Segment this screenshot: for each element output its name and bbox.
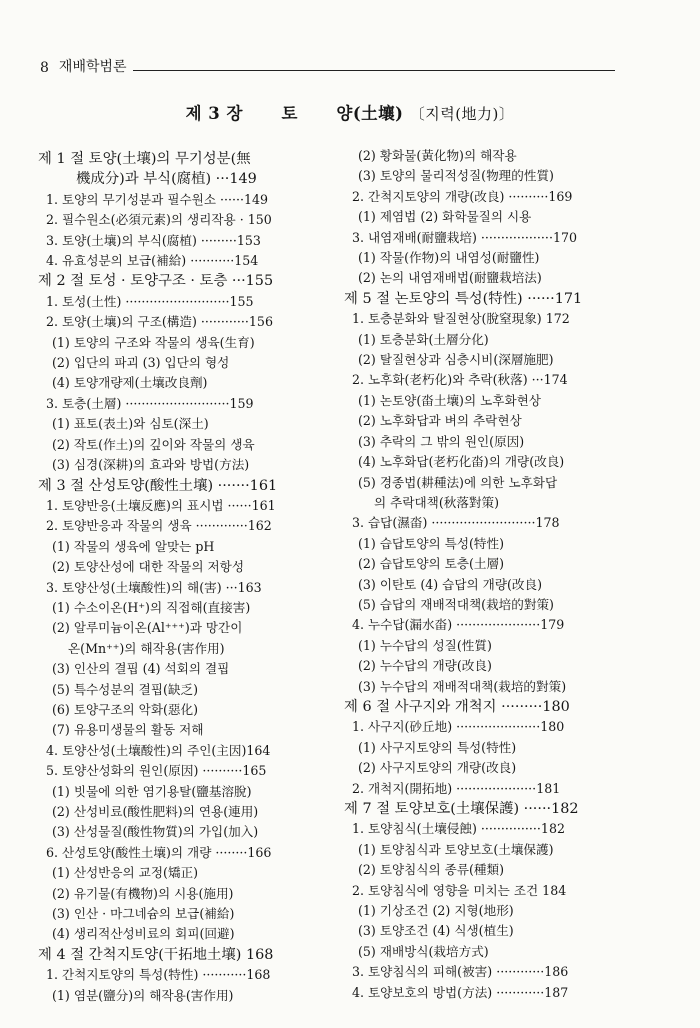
toc-entry: 3. 내염재배(耐鹽栽培) ··················170 — [352, 229, 577, 245]
toc-entry: (5) 습답의 재배적대책(栽培的對策) — [358, 596, 554, 612]
toc-entry: (3) 심경(深耕)의 효과와 방법(方法) — [52, 457, 250, 473]
toc-entry: 2. 개척지(開拓地) ····················181 — [352, 780, 561, 796]
toc-entry: 의 추락대책(秋落對策) — [374, 494, 500, 510]
toc-entry: (2) 논의 내염재배법(耐鹽栽培法) — [358, 270, 542, 286]
toc-entry: (2) 산성비료(酸性肥料)의 연용(連用) — [52, 804, 259, 819]
toc-entry: (6) 토양구조의 악화(惡化) — [52, 701, 199, 717]
toc-entry: (4) 노후화답(老朽化畓)의 개량(改良) — [358, 454, 565, 470]
toc-entry: (3) 인산 · 마그네슘의 보급(補給) — [52, 906, 235, 922]
toc-entry: (3) 추락의 그 밖의 원인(原因) — [358, 433, 525, 449]
toc-entry: 3. 토양침식의 피해(被害) ············186 — [352, 964, 569, 980]
toc-entry: 제 6 절 사구지와 개척지 ·········180 — [344, 698, 570, 715]
toc-entry: 제 5 절 논토양의 특성(特性) ······171 — [344, 290, 583, 307]
toc-entry: (3) 이탄토 (4) 습답의 개량(改良) — [358, 576, 543, 592]
chapter-title — [0, 100, 700, 124]
toc-entry: (2) 누수답의 개량(改良) — [358, 658, 492, 674]
toc-entry: 1. 토양반응(土壤反應)의 표시법 ······161 — [46, 497, 276, 513]
toc-entry: 2. 토양침식에 영향을 미치는 조건 184 — [352, 882, 567, 898]
toc-entry: 2. 토양(土壤)의 구조(構造) ············156 — [46, 314, 273, 330]
toc-entry: 4. 유효성분의 보급(補給) ···········154 — [46, 253, 259, 269]
toc-entry: (4) 토양개량제(土壤改良劑) — [52, 375, 208, 391]
toc-entry: (2) 황화물(黃化物)의 해작용 — [358, 148, 517, 163]
toc-entry: 3. 토층(土層) ··························159 — [46, 395, 254, 411]
toc-entry: 1. 토양의 무기성분과 필수원소 ······149 — [46, 191, 269, 207]
toc-entry: 5. 토양산성화의 원인(原因) ··········165 — [46, 763, 267, 779]
toc-entry: 6. 산성토양(酸性土壤)의 개량 ········166 — [46, 844, 272, 860]
toc-entry: (1) 사구지토양의 특성(特性) — [358, 739, 517, 755]
toc-entry: (2) 탈질현상과 심층시비(深層施肥) — [358, 352, 554, 368]
toc-entry: (1) 수소이온(H⁺)의 직접해(直接害) — [52, 599, 251, 615]
toc-entry: 제 7 절 토양보호(土壤保護) ······182 — [344, 801, 579, 817]
toc-entry: 제 3 절 산성토양(酸性土壤) ·······161 — [38, 477, 278, 494]
toc-entry: (4) 생리적산성비료의 회피(回避) — [52, 926, 235, 942]
toc-entry: (1) 논토양(畓土壤)의 노후화현상 — [358, 392, 541, 408]
toc-entry: (2) 토양침식의 종류(種類) — [358, 862, 505, 878]
toc-entry: (1) 누수답의 성질(性質) — [358, 637, 492, 653]
toc-entry: (1) 염분(鹽分)의 해작용(害作用) — [52, 987, 234, 1003]
toc-entry: (3) 인산의 결핍 (4) 석회의 결핍 — [52, 661, 230, 677]
toc-entry: 1. 사구지(砂丘地) ·····················180 — [352, 719, 565, 735]
toc-entry: (2) 노후화답과 벼의 추락현상 — [358, 413, 522, 429]
toc-left-column — [38, 149, 328, 1006]
toc-entry: (2) 습답토양의 토층(土層) — [358, 556, 505, 572]
toc-entry: (1) 토층분화(土層分化) — [358, 331, 489, 347]
chapter-title-second: 양(土壤) — [336, 104, 404, 123]
toc-entry: 3. 습답(濕畓) ··························178 — [352, 515, 560, 531]
toc-entry: (2) 유기물(有機物)의 시용(施用) — [52, 885, 234, 901]
toc-entry: (1) 작물(作物)의 내염성(耐鹽性) — [358, 250, 540, 266]
toc-entry: (5) 경종법(耕種法)에 의한 노후화답 — [358, 474, 558, 490]
chapter-subtitle: 〔지력(地力)〕 — [409, 105, 515, 123]
toc-entry: 제 2 절 토성 · 토양구조 · 토층 ···155 — [38, 273, 274, 290]
toc-entry: 제 4 절 간척지토양(干拓地土壤) 168 — [38, 946, 274, 963]
toc-entry: (1) 토양의 구조와 작물의 생육(生育) — [52, 334, 255, 350]
toc-entry: (3) 토양의 물리적성질(物理的性質) — [358, 168, 554, 184]
chapter-title-first: 토 — [281, 104, 298, 123]
chapter-number: 제 3 장 — [185, 104, 243, 123]
toc-entry: 제 1 절 토양(土壤)의 무기성분(無 — [38, 151, 251, 167]
toc-entry: (2) 입단의 파괴 (3) 입단의 형성 — [52, 355, 230, 371]
toc-entry: 1. 토성(土性) ··························155 — [46, 293, 254, 309]
toc-entry: (1) 작물의 생육에 알맞는 pH — [52, 538, 215, 554]
toc-entry: (1) 산성반응의 교정(矯正) — [52, 865, 199, 881]
toc-entry: (1) 빗물에 의한 염기용탈(鹽基溶脫) — [52, 783, 252, 799]
toc-entry: 2. 토양반응과 작물의 생육 ·············162 — [46, 518, 272, 534]
toc-entry: 2. 간척지토양의 개량(改良) ··········169 — [352, 188, 573, 204]
toc-entry: 機成分)과 부식(腐植) ···149 — [76, 171, 257, 188]
page-number: 8 — [40, 60, 49, 76]
toc-entry: (1) 토양침식과 토양보호(土壤保護) — [358, 841, 554, 857]
toc-entry: (1) 제염법 (2) 화학물질의 시용 — [358, 209, 532, 225]
running-head — [40, 56, 615, 76]
toc-entry: (5) 특수성분의 결핍(缺乏) — [52, 681, 199, 697]
toc-entry: 1. 간척지토양의 특성(特性) ···········168 — [46, 967, 271, 983]
toc-entry: (1) 기상조건 (2) 지형(地形) — [358, 903, 514, 919]
header-rule — [133, 70, 615, 71]
toc-entry: (1) 표토(表土)와 심토(深土) — [52, 416, 209, 432]
toc-entry: 4. 토양보호의 방법(方法) ············187 — [352, 984, 569, 1000]
toc-entry: (3) 누수답의 재배적대책(栽培的對策) — [358, 678, 567, 694]
toc-entry: 3. 토양산성(土壤酸性)의 해(害) ···163 — [46, 579, 262, 595]
toc-entry: (3) 산성물질(酸性物質)의 가입(加入) — [52, 824, 259, 840]
toc-entry: 4. 토양산성(土壤酸性)의 주인(主因)164 — [46, 742, 271, 758]
toc-entry: 3. 토양(土壤)의 부식(腐植) ·········153 — [46, 232, 261, 248]
toc-entry: (2) 토양산성에 대한 작물의 저항성 — [52, 559, 245, 575]
toc-entry: (1) 습답토양의 특성(特性) — [358, 535, 505, 551]
toc-right-column — [344, 146, 634, 1003]
toc-entry: (2) 사구지토양의 개량(改良) — [358, 760, 517, 776]
toc-entry: 1. 토층분화와 탈질현상(脫窒現象) 172 — [352, 311, 570, 327]
toc-entry: (2) 알루미늄이온(Al⁺⁺⁺)과 망간이 — [52, 620, 243, 636]
toc-entry: 2. 노후화(老朽化)와 추락(秋落) ···174 — [352, 372, 568, 388]
toc-entry: 2. 필수원소(必須元素)의 생리작용 · 150 — [46, 212, 272, 228]
toc-entry: (3) 토양조건 (4) 식생(植生) — [358, 923, 514, 939]
toc-entry: (2) 작토(作土)의 깊이와 작물의 생육 — [52, 436, 255, 452]
book-title: 재배학범론 — [58, 59, 127, 75]
toc-entry: 4. 누수답(漏水畓) ·····················179 — [352, 617, 565, 633]
toc-entry: (5) 재배방식(栽培方式) — [358, 943, 489, 959]
toc-entry: 온(Mn⁺⁺)의 해작용(害作用) — [68, 640, 225, 656]
toc-entry: (7) 유용미생물의 활동 저해 — [52, 722, 204, 738]
toc-entry: 1. 토양침식(土壤侵蝕) ···············182 — [352, 821, 565, 837]
